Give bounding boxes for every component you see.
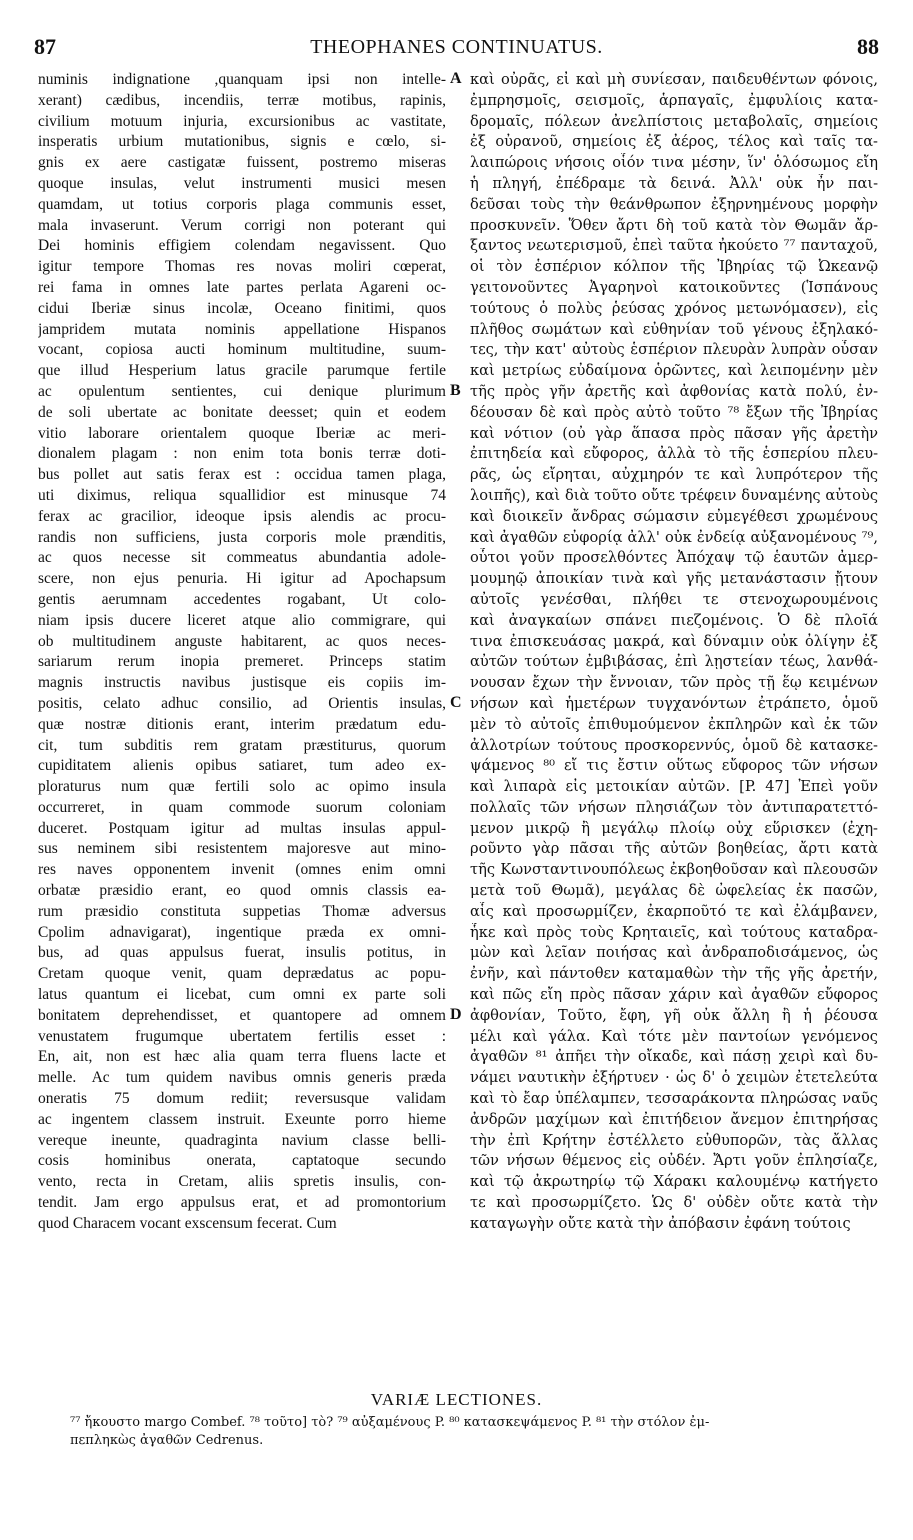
greek-text-line: τῆς πρὸς γῆν ἀρετῆς καὶ ἀφθονίας κατὰ πολύ, ἐν- bbox=[470, 382, 878, 400]
greek-text-line: αὐτοῖς γενέσθαι, πλήθει τε στενοχωρουμένοις bbox=[470, 590, 878, 608]
latin-text-line: En, ait, non est hæc alia quam terra fluens lacte et bbox=[38, 1048, 446, 1066]
greek-text-line: ἀγαθῶν ⁸¹ ἀπῆει τὴν οἴκαδε, καὶ πάσῃ χειρὶ καὶ δυ- bbox=[470, 1048, 878, 1066]
greek-text-line: νουσαν ἔχων τὴν ἔννοιαν, τῶν πρὸς τῇ ἕῳ κειμένων bbox=[470, 674, 878, 692]
latin-text-line: Dei hominis effigiem colendam negavissent. Quo bbox=[38, 237, 446, 255]
greek-column bbox=[470, 70, 878, 1235]
margin-marker-b: B bbox=[450, 382, 461, 399]
latin-text-line: bus, ad quas appulsus fuerat, insulis potitus, in bbox=[38, 944, 446, 962]
latin-text-line: tendit. Jam ergo appulsus erat, et ad promontorium bbox=[38, 1194, 446, 1212]
greek-text-line: τε καὶ προσωρμίζετο. Ὡς δ' οὐδὲν οὔτε κατὰ τὴν bbox=[470, 1194, 878, 1212]
greek-text-line: νάμει ναυτικὴν ἐξήρτυεν · ὡς δ' ὁ χειμὼν ἐτετελεύτα bbox=[470, 1069, 878, 1087]
latin-text-line: Cpolim adnavigarat), ingentique præda ex omni- bbox=[38, 923, 446, 941]
page-header bbox=[34, 34, 879, 64]
latin-text-line: orbatæ præsidio erant, eo quod omnis classis ea- bbox=[38, 882, 446, 900]
greek-text-line: καὶ λιπαρὰ εἰς μετοικίαν αὐτῶν. [P. 47] Ἐπεὶ γοῦν bbox=[470, 778, 878, 796]
greek-text-line: ρᾶς, ὡς εἴρηται, αὐχμηρόν τε καὶ λυπρότερον τῆς bbox=[470, 466, 878, 484]
greek-text-line: αὐτῶν τούτων ἐμβιβάσας, ἐπὶ λῃστείαν τέως, λανθά- bbox=[470, 653, 878, 671]
latin-text-line: scere, non ejus penuria. Hi igitur ad Apochapsum bbox=[38, 570, 446, 588]
variae-lectiones-title: VARIÆ LECTIONES. bbox=[370, 1390, 543, 1409]
latin-text-line: quamdam, ut totius corporis plaga communis esset, bbox=[38, 195, 446, 213]
page-number-right: 88 bbox=[857, 34, 879, 59]
greek-text-line: τινα ἐπισκευάσας μακρά, καὶ δύναμιν οὐκ ὀλίγην ἐξ bbox=[470, 632, 878, 650]
greek-text-line: μουμηῷ ἀποικίαν τινὰ καὶ γῆς μετανάστασιν ᾔτουν bbox=[470, 570, 878, 588]
latin-text-line: melle. Ac tum quidem navibus omnis generis præda bbox=[38, 1069, 446, 1087]
greek-text-line: καὶ ἀγαθῶν εὐφορίᾳ ἀλλ' οὐκ ἐνδείᾳ αὐξανομένους ⁷⁹, bbox=[470, 528, 878, 546]
latin-text-line: que illud Hesperium latus gracile parumque fertile bbox=[38, 362, 446, 380]
greek-text-line: τῆς Κωνσταντινουπόλεως ἐκβοηθοῦσαν καὶ πλεουσῶν bbox=[470, 861, 878, 879]
latin-text-line: occurreret, in quam commode suorum coloniam bbox=[38, 798, 446, 816]
latin-text-line: latus quantum ei licebat, cum omni ex parte soli bbox=[38, 986, 446, 1004]
latin-text-line: niam ipsis ducere liceret atque alio commigrare, qui bbox=[38, 611, 446, 629]
latin-text-line: dionalem plagam : non enim tota bonis terræ doti- bbox=[38, 445, 446, 463]
latin-text-line: cit, tum subditis rem gratam præstiturus, quorum bbox=[38, 736, 446, 754]
latin-text-line: vocant, copiosa aucti hominum multitudine, suum- bbox=[38, 341, 446, 359]
latin-text-line: oneratis 75 domum rediit; reversusque validam bbox=[38, 1090, 446, 1108]
latin-text-line: bus pollet aut satis ferax est : occidua tamen plaga, bbox=[38, 466, 446, 484]
latin-text-line: magnis instructis navibus justisque eis copiis im- bbox=[38, 674, 446, 692]
latin-text-line: cupiditatem alienis opibus satiaret, tum adeo ex- bbox=[38, 757, 446, 775]
greek-text-line: μὲν τὸ αὐτοῖς ἐπιθυμούμενον ἐκπληρῶν καὶ ἐκ τῶν bbox=[470, 715, 878, 733]
greek-text-line: πολλαῖς τῶν νήσων πλησιάζων τὸν ἀντιπαρατεττό- bbox=[470, 798, 878, 816]
latin-text-line: xerant) cædibus, incendiis, terræ motibus, rapinis, bbox=[38, 91, 446, 109]
greek-text-line: οὗτοι γοῦν προσελθόντες Ἀπόχαψ τῷ ἑαυτῶν ἀμερ- bbox=[470, 549, 878, 567]
greek-text-line: οἱ τὸν ἑσπέριον κόλπον τῆς Ἰβηρίας τῷ Ὠκεανῷ bbox=[470, 258, 878, 276]
greek-text-line: ἀφθονίαν, Τοῦτο, ἔφη, γῆ οὐκ ἄλλη ἢ ἡ ῥέουσα bbox=[470, 1006, 878, 1024]
latin-text-line: ploraturus num quæ fertili solo ac opimo insula bbox=[38, 778, 446, 796]
greek-text-line: ἀλλοτρίων τούτους προσκορεννύς, ὁμοῦ δὲ κατασκε- bbox=[470, 736, 878, 754]
latin-text-line: vereque ineunte, quadraginta navium classe belli- bbox=[38, 1131, 446, 1149]
greek-text-line: μὼν καὶ λεῖαν ποιήσας καὶ ἀνδραποδισάμενος, ὡς bbox=[470, 944, 878, 962]
latin-text-line: jampridem mutata nominis appellatione Hispanos bbox=[38, 320, 446, 338]
greek-text-line: ἐπιτηδεία καὶ εὔφορος, ἀλλὰ τὸ τῆς ἑσπερίου πλευ- bbox=[470, 445, 878, 463]
greek-text-line: τῶν νήσων θέμενος εἰς οὐδέν. Ἄρτι γοῦν ἐπλησίαζε, bbox=[470, 1152, 878, 1170]
greek-text-line: μέλι καὶ γάλα. Καὶ τότε μὲν παντοίων γενόμενος bbox=[470, 1027, 878, 1045]
running-title: THEOPHANES CONTINUATUS. bbox=[310, 36, 603, 58]
greek-text-line: τες, τὴν κατ' αὐτοὺς ἑσπέριον πλευρὰν λυπρὰν οὖσαν bbox=[470, 341, 878, 359]
latin-text-line: ac quos necesse sit commeatus abundantia adole- bbox=[38, 549, 446, 567]
latin-text-line: numinis indignatione ,quanquam ipsi non intelle- bbox=[38, 71, 446, 88]
latin-text-line: Cretam quoque venit, quam deprædatus ac popu- bbox=[38, 965, 446, 983]
greek-text-line: ροῦντο γὰρ πᾶσαι τῆς αὐτῶν βοηθείας, ἄρτι κατὰ bbox=[470, 840, 878, 858]
latin-text-line: ac opulentum sentientes, cui denique plurimum bbox=[38, 382, 446, 400]
latin-text-line: res naves opponentem invenit (omnes enim omni bbox=[38, 861, 446, 879]
greek-text-line: δέουσαν δὲ καὶ πρὸς αὐτὸ τοῦτο ⁷⁸ ἔξων τῆς Ἰβηρίας bbox=[470, 403, 878, 421]
greek-text-line: καταγωγὴν οὔτε κατὰ τὴν ἀπόβασιν ἐφάνη τούτοις bbox=[470, 1214, 851, 1232]
greek-text-line: νήσων καὶ ἡμετέρων τυγχανόντων ἐτράπετο, ὁμοῦ bbox=[470, 694, 878, 712]
latin-text-line: ob multitudinem anguste habitarent, ac quos neces- bbox=[38, 632, 446, 650]
greek-text-line: καὶ οὐρᾶς, εἰ καὶ μὴ συνίεσαν, παιδευθέντων φόνοις, bbox=[470, 71, 878, 88]
latin-text-line: gentis aerumnam accedentes rogabant, Ut colo- bbox=[38, 590, 446, 608]
latin-text-line: duceret. Postquam igitur ad multas insulas appul- bbox=[38, 819, 446, 837]
greek-text-line: προσκυνεῖν. Ὅθεν ἄρτι δὴ τοῦ κατὰ τὸν Θωμᾶν ἄρ- bbox=[470, 216, 878, 234]
greek-text-line: τὴν ἐπὶ Κρήτην ἐστέλλετο εὐθυπορῶν, τὰς ἄλλας bbox=[470, 1131, 878, 1149]
greek-text-line: ἡ πληγή, ἐπέδραμε τὰ δεινά. Ἀλλ' οὐκ ἦν παι- bbox=[470, 174, 878, 192]
greek-text-line: ξαντος νεωτερισμοῦ, ἐπεὶ ταῦτα ἠκούετο ⁷⁷ πανταχοῦ, bbox=[470, 237, 878, 255]
latin-text-line: quod Characem vocant exscensum fecerat. Cum bbox=[38, 1214, 337, 1232]
greek-text-line: καὶ τῷ ἀκρωτηρίῳ τῷ Χάρακι καλουμένῳ κατήγετο bbox=[470, 1173, 878, 1191]
greek-text-line: καὶ μετρίως εὐδαίμονα ὁρῶντες, καὶ λειπομένην μὲν bbox=[470, 362, 878, 380]
latin-text-line: de soli ubertate ac bonitate deesset; quin et eodem bbox=[38, 403, 446, 421]
latin-text-line: uti diximus, reliqua squallidior est minusque 74 bbox=[38, 486, 446, 504]
margin-marker-a: A bbox=[450, 70, 462, 87]
latin-text-line: bonitatem deprehendisset, et quantopere ad omnem bbox=[38, 1006, 446, 1024]
greek-text-line: δεῦσαι τοὺς τὴν θεάνθρωπον ἐξηρνημένους μορφὴν bbox=[470, 195, 878, 213]
greek-text-line: καὶ πῶς εἴη πρὸς πᾶσαν χάριν καὶ ἀγαθῶν εὔφορος bbox=[470, 986, 878, 1004]
greek-text-line: αἷς καὶ προσωρμίζεν, ἐκαρποῦτό τε καὶ ἐλάμβανεν, bbox=[470, 902, 878, 920]
latin-text-line: positis, celato adhuc consilio, ad Orientis insulas, bbox=[38, 694, 446, 712]
latin-text-line: ac ingentem classem instruit. Exeunte porro hieme bbox=[38, 1110, 446, 1128]
margin-marker-d: D bbox=[450, 1006, 462, 1023]
latin-text-line: insperatis urbium mutationibus, signis e cœlo, si- bbox=[38, 133, 446, 151]
greek-text-line: γειτονοῦντες Ἀγαρηνοὶ κατοικοῦντες (Ἱσπάνους bbox=[470, 278, 878, 296]
greek-text-line: καὶ διοικεῖν ἄνδρας σώμασιν εὐμεγέθεσι χρωμένους bbox=[470, 507, 878, 525]
latin-column bbox=[38, 70, 446, 1235]
margin-marker-c: C bbox=[450, 694, 462, 711]
latin-text-line: ferax ac gracilior, ideoque ipsis alendis ac procu- bbox=[38, 507, 446, 525]
greek-text-line: καὶ ἀναγκαίων σπάνει πιεζομένοις. Ὁ δὲ πλοῖά bbox=[470, 611, 878, 629]
latin-text-line: cosis hominibus onerata, captatoque secundo bbox=[38, 1152, 446, 1170]
latin-text-line: civilium motuum injuria, excursionibus ac vastitate, bbox=[38, 112, 446, 130]
greek-text-line: λοιπῆς), καὶ διὰ τοῦτο οὔτε τρέφειν δυναμένης αὐτοὺς bbox=[470, 486, 878, 504]
latin-text-line: cidui Iberiæ sinus incolæ, Oceano finitimi, quos bbox=[38, 299, 446, 317]
greek-text-line: πλῆθος σωμάτων καὶ εὐθηνίαν τοῦ γένους ἐξηλακό- bbox=[470, 320, 878, 338]
latin-text-line: igitur tempore Thomas res novas moliri cœperat, bbox=[38, 258, 446, 276]
latin-text-line: quæ nostræ ditionis erant, interim prædatum edu- bbox=[38, 715, 446, 733]
greek-text-line: ἐξ οὐρανοῦ, σημείοις ἐξ ἀέρος, τέλος καὶ ταῖς τα- bbox=[470, 133, 878, 151]
latin-text-line: venustatem frugumque ubertatem fertilis esset : bbox=[38, 1027, 446, 1045]
latin-text-line: mala invaserunt. Verum corrigi non poterant qui bbox=[38, 216, 446, 234]
greek-text-line: ἐνῆν, καὶ πάντοθεν καταμαθὼν τὴν τῆς γῆς ἀρετήν, bbox=[470, 965, 878, 983]
latin-text-line: sariarum rerum inopia premeret. Princeps statim bbox=[38, 653, 446, 671]
greek-text-line: ἐμπρησμοῖς, σεισμοῖς, ἁρπαγαῖς, ἐμφυλίοις κατα- bbox=[470, 91, 878, 109]
latin-text-line: gnis ex aere castigatæ fuissent, postremo miseras bbox=[38, 154, 446, 172]
latin-text-line: vitio laborare orientalem quoque Iberiæ ac meri- bbox=[38, 424, 446, 442]
latin-text-line: vento, recta in Cretam, aliis spretis insulis, con- bbox=[38, 1173, 446, 1191]
latin-text-line: quoque insulas, velut instrumenti musici mesen bbox=[38, 174, 446, 192]
latin-text-line: randis non sufficiens, justa corporis mole prænditis, bbox=[38, 528, 446, 546]
footnote-line: ⁷⁷ ἤκουστο margo Combef. ⁷⁸ τοῦτο] τὸ? ⁷⁹ αὐξαμένους P. ⁸⁰ κατασκεψάμενος P. ⁸¹ τὴν στόλον ἐμ- bbox=[70, 1415, 710, 1430]
footnote-line: πεπληκὼς ἀγαθῶν Cedrenus. bbox=[70, 1433, 264, 1448]
greek-text-line: τούτους ὁ πολὺς ῥεύσας χρόνος μετωνόμασεν), εἰς bbox=[470, 299, 878, 317]
greek-text-line: καὶ νότιον (οὐ γὰρ ἅπασα πρὸς πᾶσαν γῆς ἀρετὴν bbox=[470, 424, 878, 442]
latin-text-line: rum præsidio constituta suppetias Thomæ adversus bbox=[38, 902, 446, 920]
greek-text-line: λαιπώροις νήσοις οἷόν τινα μέσην, ἵν' ὁλόσωμος εἴη bbox=[470, 154, 878, 172]
greek-text-line: ἧκε καὶ πρὸς τοὺς Κρηταιεῖς, καὶ τούτους καταδρα- bbox=[470, 923, 878, 941]
greek-text-line: μενον μικρῷ ἢ μεγάλῳ πλοίῳ οὐχ εὕρισκεν (ἐχη- bbox=[470, 819, 878, 837]
page-number-left: 87 bbox=[34, 34, 56, 59]
greek-text-line: καὶ τὸ ἔαρ ὑπέλαμπεν, τεσσαράκοντα πληρώσας ναῦς bbox=[470, 1090, 878, 1108]
greek-text-line: δρομαῖς, πόλεων ἀνελπίστοις μεταβολαῖς, σημείοις bbox=[470, 112, 878, 130]
greek-text-line: ψάμενος ⁸⁰ εἴ τις ἔστιν οὕτως εὔφορος τῶν νήσων bbox=[470, 757, 878, 775]
greek-text-line: ἀνδρῶν μαχίμων καὶ ἐπιτήδειον ἄνεμον ἐπιτηρήσας bbox=[470, 1110, 878, 1128]
latin-text-line: rei fama in omnes late partes perlata Agareni oc- bbox=[38, 278, 446, 296]
latin-text-line: sus neminem sibi resistentem majoresve aut mino- bbox=[38, 840, 446, 858]
footnotes bbox=[70, 1414, 883, 1450]
greek-text-line: μετὰ τοῦ Θωμᾶ), μεγάλας δὲ ὠφελείας ἐκ πασῶν, bbox=[470, 882, 878, 900]
